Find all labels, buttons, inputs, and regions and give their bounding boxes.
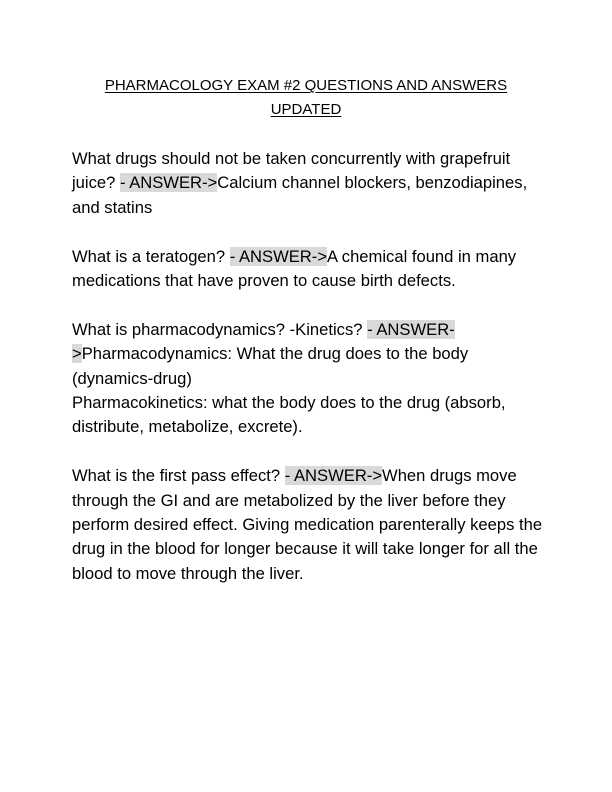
question-text: What drugs should not be taken concurrently with grapefruit juice?: [72, 149, 511, 193]
title-line-1: PHARMACOLOGY EXAM #2 QUESTIONS AND ANSWERS: [104, 77, 508, 94]
answer-marker: - ANSWER->: [72, 319, 455, 364]
answer-marker: - ANSWER->: [119, 173, 218, 193]
answer-text: A chemical found in many medications that have proven to cause birth defects.: [72, 246, 517, 291]
answer-text: Pharmacodynamics: What the drug does to the body (dynamics-drug): [72, 344, 469, 388]
answer-marker: - ANSWER->: [284, 466, 383, 486]
qa-item-3: [72, 318, 544, 440]
answer-marker: - ANSWER->: [229, 246, 328, 266]
answer-text: When drugs move through the GI and are metabolized by the liver before they perform desired effect. Giving medication parenterally keeps the drug in the blood for longer because it will take longer for all the blood to move through the liver.: [72, 466, 543, 583]
title-line-2: UPDATED: [270, 101, 342, 118]
answer-text-continued: Pharmacokinetics: what the body does to the drug (absorb, distribute, metabolize, excrete).: [72, 393, 506, 437]
question-text: What is pharmacodynamics? -Kinetics?: [72, 319, 368, 339]
question-text: What is the first pass effect?: [72, 466, 285, 486]
qa-item-2: [72, 245, 544, 294]
qa-list: [72, 147, 544, 586]
question-text: What is a teratogen?: [72, 246, 230, 266]
qa-item-1: [72, 147, 544, 220]
document-title: [60, 74, 552, 122]
qa-item-4: [72, 464, 544, 586]
answer-text: Calcium channel blockers, benzodiapines, and statins: [72, 173, 528, 217]
